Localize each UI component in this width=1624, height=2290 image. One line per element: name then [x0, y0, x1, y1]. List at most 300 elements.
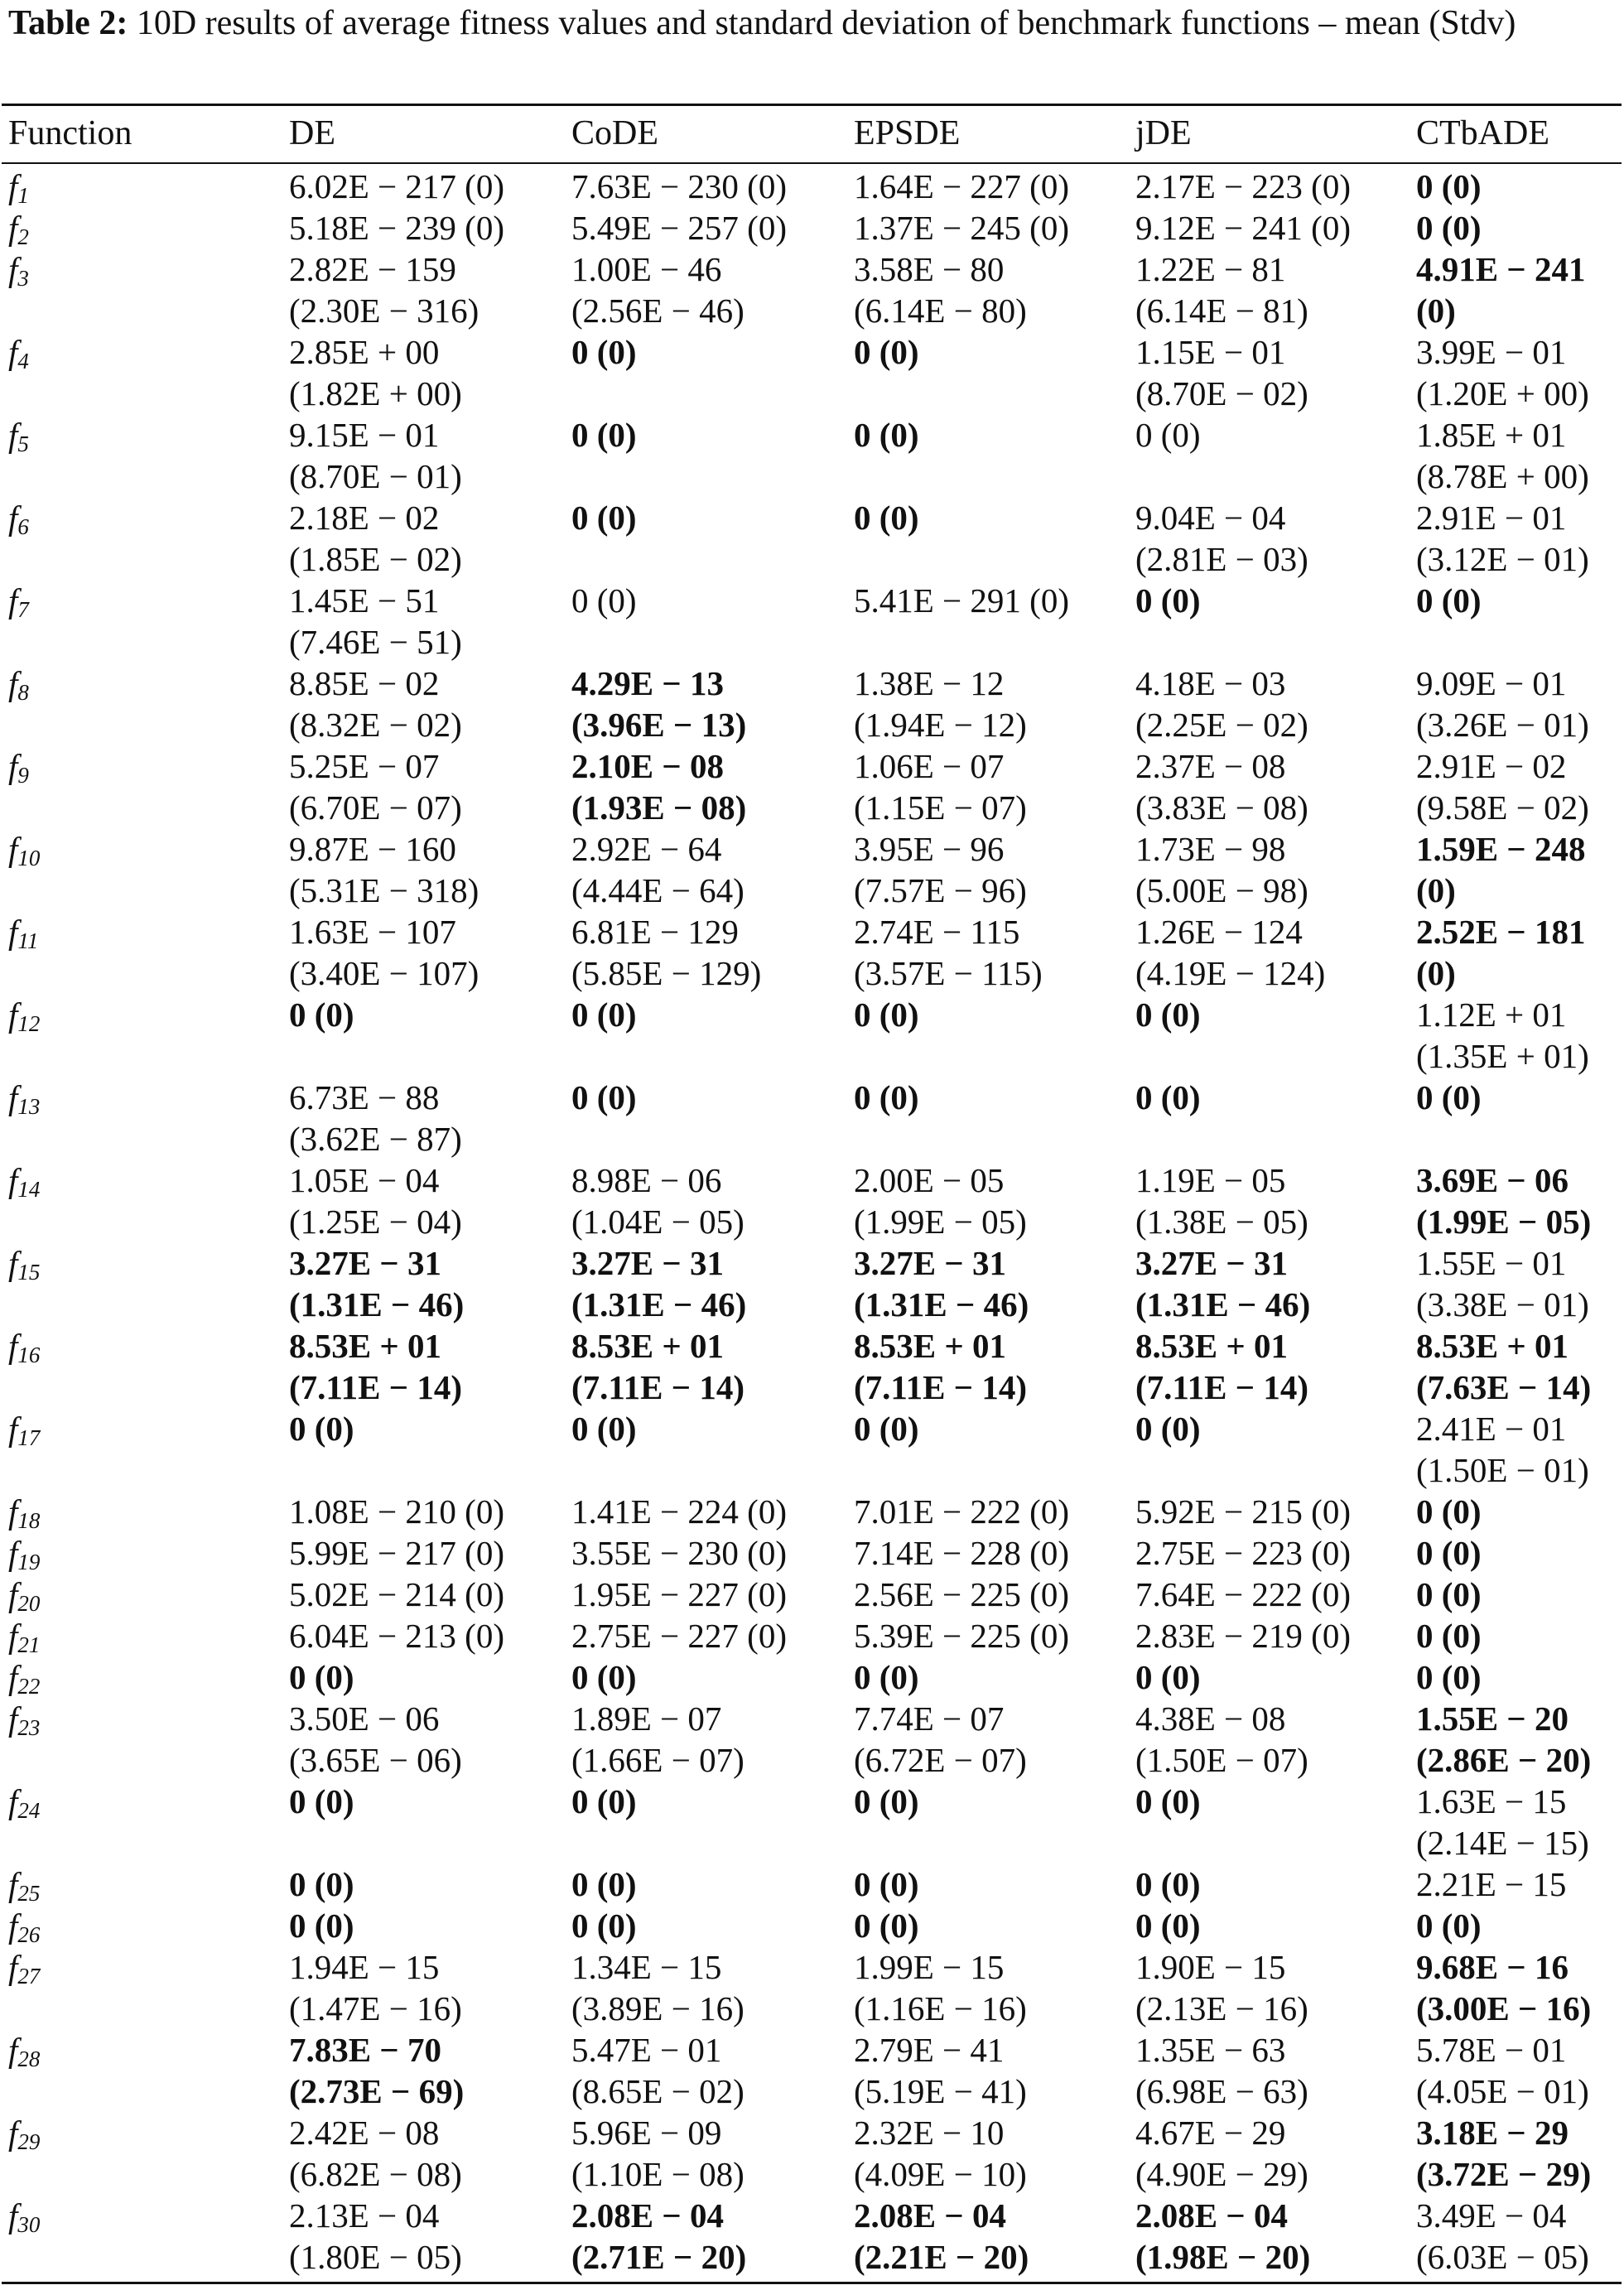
function-index: 6 [17, 514, 29, 539]
cell-de [289, 2112, 462, 2195]
cell-ctbade [1416, 580, 1482, 621]
cell-code [571, 580, 637, 621]
function-name: $f_6$ [8, 499, 29, 539]
cell-epsde [854, 2195, 1029, 2278]
table-row [0, 207, 1624, 248]
mean-value: 0 (0) [571, 499, 637, 537]
stdv-value: (3.62E − 87) [289, 1120, 462, 1158]
cell-code [571, 1574, 787, 1615]
mean-value: 5.39E − 225 (0) [854, 1617, 1069, 1655]
cell-jde [1135, 1863, 1201, 1905]
table-row [0, 745, 1624, 828]
cell-de [289, 1532, 504, 1574]
mean-value: 0 (0) [1135, 1782, 1201, 1820]
table-row [0, 166, 1624, 207]
cell-code [571, 414, 637, 456]
mean-value: 9.12E − 241 (0) [1135, 209, 1351, 247]
function-index: 19 [17, 1550, 41, 1574]
mean-value: 5.25E − 07 [289, 747, 440, 785]
cell-de [289, 663, 462, 745]
mean-value: 9.04E − 04 [1135, 499, 1286, 537]
function-name: $f_{25}$ [8, 1865, 41, 1906]
function-name: $f_1$ [8, 167, 29, 208]
table-caption [8, 2, 1615, 45]
mean-value: 1.08E − 210 (0) [289, 1492, 504, 1531]
mean-value: 0 (0) [854, 499, 919, 537]
stdv-value: (1.31E − 46) [289, 1285, 465, 1323]
cell-jde [1135, 1325, 1308, 1408]
cell-ctbade [1416, 2029, 1589, 2112]
cell-jde [1135, 911, 1325, 994]
cell-code [571, 248, 745, 331]
stdv-value: (0) [1416, 954, 1456, 992]
mean-value: 0 (0) [1135, 416, 1201, 454]
mean-value: 0 (0) [571, 416, 637, 454]
cell-jde [1135, 2112, 1308, 2195]
cell-jde [1135, 207, 1351, 248]
table-row [0, 1781, 1624, 1863]
cell-ctbade [1416, 248, 1585, 331]
function-name: $f_9$ [8, 747, 29, 788]
cell-de [289, 1698, 462, 1781]
mean-value: 2.13E − 04 [289, 2196, 440, 2235]
function-name: $f_{19}$ [8, 1534, 41, 1574]
cell-epsde [854, 1408, 919, 1449]
mean-value: 1.90E − 15 [1135, 1948, 1286, 1986]
stdv-value: (7.46E − 51) [289, 623, 462, 661]
function-name: $f_{23}$ [8, 1699, 41, 1740]
function-index: 27 [17, 1964, 41, 1989]
mean-value: 1.95E − 227 (0) [571, 1575, 787, 1613]
stdv-value: (0) [1416, 871, 1456, 909]
mean-value: 3.55E − 230 (0) [571, 1534, 787, 1572]
mean-value: 0 (0) [1416, 1575, 1482, 1613]
mean-value: 0 (0) [289, 1865, 354, 1903]
function-index: 2 [17, 224, 29, 249]
function-name: $f_2$ [8, 209, 29, 249]
cell-code [571, 1532, 787, 1574]
stdv-value: (3.96E − 13) [571, 706, 747, 744]
cell-code [571, 1905, 637, 1946]
stdv-value: (0) [1416, 292, 1456, 330]
mean-value: 2.92E − 64 [571, 830, 722, 868]
mean-value: 6.04E − 213 (0) [289, 1617, 504, 1655]
stdv-value: (8.65E − 02) [571, 2072, 745, 2110]
stdv-value: (1.50E − 07) [1135, 1741, 1308, 1779]
mean-value: 0 (0) [1416, 1658, 1482, 1696]
stdv-value: (3.26E − 01) [1416, 706, 1589, 744]
mean-value: 0 (0) [1416, 1907, 1482, 1945]
cell-de [289, 911, 479, 994]
mean-value: 2.83E − 219 (0) [1135, 1617, 1351, 1655]
cell-ctbade [1416, 1656, 1482, 1698]
mean-value: 1.19E − 05 [1135, 1161, 1286, 1199]
stdv-value: (1.16E − 16) [854, 1989, 1027, 2027]
function-index: 7 [17, 597, 29, 622]
cell-ctbade [1416, 1077, 1482, 1118]
table-row [0, 1077, 1624, 1159]
stdv-value: (1.99E − 05) [854, 1203, 1027, 1241]
function-index: 15 [17, 1260, 41, 1285]
cell-ctbade [1416, 1905, 1482, 1946]
stdv-value: (1.31E − 46) [571, 1285, 747, 1323]
mean-value: 0 (0) [1416, 209, 1482, 247]
mean-value: 0 (0) [571, 581, 637, 620]
cell-jde [1135, 1242, 1310, 1325]
function-name: $f_8$ [8, 664, 29, 705]
mean-value: 0 (0) [289, 1410, 354, 1448]
function-name: $f_{11}$ [8, 913, 39, 953]
stdv-value: (4.90E − 29) [1135, 2155, 1308, 2193]
mean-value: 0 (0) [289, 1658, 354, 1696]
cell-jde [1135, 497, 1308, 580]
cell-ctbade [1416, 414, 1589, 497]
stdv-value: (3.57E − 115) [854, 954, 1043, 992]
mean-value: 0 (0) [571, 996, 637, 1034]
cell-jde [1135, 1532, 1351, 1574]
mean-value: 5.41E − 291 (0) [854, 581, 1069, 620]
function-index: 28 [17, 2047, 41, 2071]
stdv-value: (7.57E − 96) [854, 871, 1027, 909]
mean-value: 7.01E − 222 (0) [854, 1492, 1069, 1531]
cell-jde [1135, 1408, 1201, 1449]
cell-ctbade [1416, 663, 1589, 745]
mean-value: 3.50E − 06 [289, 1699, 440, 1738]
function-name: $f_{17}$ [8, 1410, 41, 1450]
cell-ctbade [1416, 745, 1589, 828]
mean-value: 1.63E − 107 [289, 913, 456, 951]
function-name: $f_3$ [8, 250, 29, 291]
mean-value: 2.79E − 41 [854, 2031, 1005, 2069]
cell-de [289, 166, 504, 207]
stdv-value: (1.47E − 16) [289, 1989, 462, 2027]
mean-value: 0 (0) [854, 1410, 919, 1448]
function-index: 21 [17, 1632, 41, 1657]
cell-epsde [854, 414, 919, 456]
stdv-value: (7.11E − 14) [289, 1368, 463, 1406]
cell-code [571, 663, 746, 745]
mean-value: 4.29E − 13 [571, 664, 724, 702]
mean-value: 2.91E − 02 [1416, 747, 1567, 785]
stdv-value: (7.11E − 14) [571, 1368, 745, 1406]
function-index: 1 [17, 183, 29, 208]
mean-value: 0 (0) [1416, 1492, 1482, 1531]
cell-de [289, 1615, 504, 1656]
stdv-value: (8.70E − 01) [289, 457, 462, 495]
cell-epsde [854, 497, 919, 538]
mean-value: 0 (0) [1135, 1078, 1201, 1116]
stdv-value: (9.58E − 02) [1416, 788, 1589, 827]
cell-epsde [854, 2112, 1027, 2195]
mean-value: 1.22E − 81 [1135, 250, 1286, 288]
mean-value: 2.52E − 181 [1416, 913, 1586, 951]
mean-value: 2.17E − 223 (0) [1135, 167, 1351, 205]
mean-value: 0 (0) [854, 1907, 919, 1945]
mean-value: 3.27E − 31 [854, 1244, 1006, 1282]
table-row [0, 2195, 1624, 2278]
function-index: 4 [17, 349, 29, 374]
table-row [0, 497, 1624, 580]
cell-de [289, 745, 462, 828]
function-index: 17 [17, 1425, 41, 1450]
mean-value: 1.41E − 224 (0) [571, 1492, 787, 1531]
mean-value: 4.91E − 241 [1416, 250, 1586, 288]
cell-epsde [854, 994, 919, 1035]
cell-epsde [854, 1781, 919, 1822]
cell-de [289, 248, 479, 331]
table-header-rule [2, 162, 1622, 164]
mean-value: 0 (0) [289, 996, 354, 1034]
mean-value: 5.02E − 214 (0) [289, 1575, 504, 1613]
stdv-value: (3.40E − 107) [289, 954, 479, 992]
cell-de [289, 1905, 354, 1946]
mean-value: 5.78E − 01 [1416, 2031, 1567, 2069]
table-row [0, 1698, 1624, 1781]
cell-epsde [854, 663, 1027, 745]
cell-epsde [854, 1656, 919, 1698]
mean-value: 0 (0) [571, 1865, 637, 1903]
stdv-value: (6.14E − 80) [854, 292, 1027, 330]
caption-label: Table 2: [8, 4, 128, 42]
stdv-value: (2.30E − 316) [289, 292, 479, 330]
function-index: 26 [17, 1922, 41, 1947]
cell-de [289, 1656, 354, 1698]
cell-ctbade [1416, 1325, 1591, 1408]
mean-value: 0 (0) [289, 1907, 354, 1945]
mean-value: 0 (0) [571, 1907, 637, 1945]
mean-value: 1.38E − 12 [854, 664, 1005, 702]
mean-value: 5.92E − 215 (0) [1135, 1492, 1351, 1531]
function-name: $f_7$ [8, 581, 29, 622]
cell-code [571, 1946, 745, 2029]
cell-epsde [854, 745, 1027, 828]
stdv-value: (2.81E − 03) [1135, 540, 1308, 578]
cell-jde [1135, 663, 1308, 745]
stdv-value: (3.38E − 01) [1416, 1285, 1589, 1323]
cell-de [289, 1077, 462, 1159]
cell-jde [1135, 248, 1308, 331]
cell-jde [1135, 745, 1308, 828]
function-index: 13 [17, 1094, 41, 1119]
cell-epsde [854, 828, 1027, 911]
function-index: 12 [17, 1011, 41, 1036]
mean-value: 0 (0) [1416, 167, 1482, 205]
table-row [0, 1242, 1624, 1325]
mean-value: 1.26E − 124 [1135, 913, 1303, 951]
cell-ctbade [1416, 1615, 1482, 1656]
table-row [0, 331, 1624, 414]
mean-value: 0 (0) [1135, 1907, 1201, 1945]
cell-epsde [854, 1491, 1069, 1532]
mean-value: 1.85E + 01 [1416, 416, 1567, 454]
stdv-value: (6.70E − 07) [289, 788, 462, 827]
mean-value: 0 (0) [571, 1658, 637, 1696]
cell-ctbade [1416, 2195, 1589, 2278]
stdv-value: (1.94E − 12) [854, 706, 1027, 744]
mean-value: 3.58E − 80 [854, 250, 1005, 288]
table-row [0, 1532, 1624, 1574]
header-code: CoDE [571, 114, 658, 152]
stdv-value: (2.86E − 20) [1416, 1741, 1592, 1779]
function-index: 11 [17, 928, 39, 953]
cell-code [571, 166, 787, 207]
mean-value: 0 (0) [1135, 1410, 1201, 1448]
mean-value: 1.45E − 51 [289, 581, 440, 620]
mean-value: 1.34E − 15 [571, 1948, 722, 1986]
function-name: $f_{10}$ [8, 830, 41, 870]
cell-epsde [854, 911, 1043, 994]
mean-value: 3.18E − 29 [1416, 2114, 1569, 2152]
mean-value: 2.74E − 115 [854, 913, 1020, 951]
stdv-value: (1.82E + 00) [289, 374, 462, 412]
mean-value: 5.49E − 257 (0) [571, 209, 787, 247]
cell-code [571, 994, 637, 1035]
mean-value: 7.64E − 222 (0) [1135, 1575, 1351, 1613]
table-body [0, 166, 1624, 2278]
cell-epsde [854, 580, 1069, 621]
table-row [0, 1863, 1624, 1905]
mean-value: 8.85E − 02 [289, 664, 440, 702]
mean-value: 6.02E − 217 (0) [289, 167, 504, 205]
mean-value: 1.94E − 15 [289, 1948, 440, 1986]
mean-value: 0 (0) [1135, 1865, 1201, 1903]
cell-ctbade [1416, 1946, 1591, 2029]
mean-value: 3.99E − 01 [1416, 333, 1567, 371]
stdv-value: (1.10E − 08) [571, 2155, 745, 2193]
cell-code [571, 1242, 746, 1325]
stdv-value: (5.00E − 98) [1135, 871, 1308, 909]
cell-epsde [854, 1325, 1027, 1408]
cell-jde [1135, 1077, 1201, 1118]
cell-jde [1135, 828, 1308, 911]
mean-value: 1.35E − 63 [1135, 2031, 1286, 2069]
stdv-value: (3.89E − 16) [571, 1989, 745, 2027]
stdv-value: (1.66E − 07) [571, 1741, 745, 1779]
mean-value: 3.27E − 31 [571, 1244, 724, 1282]
cell-epsde [854, 1574, 1069, 1615]
mean-value: 1.59E − 248 [1416, 830, 1586, 868]
stdv-value: (7.63E − 14) [1416, 1368, 1592, 1406]
cell-jde [1135, 1574, 1351, 1615]
function-name: $f_{15}$ [8, 1244, 41, 1285]
cell-ctbade [1416, 1863, 1566, 1905]
cell-jde [1135, 1905, 1201, 1946]
cell-code [571, 497, 637, 538]
stdv-value: (7.11E − 14) [854, 1368, 1028, 1406]
cell-code [571, 911, 761, 994]
cell-de [289, 1491, 504, 1532]
function-name: $f_{20}$ [8, 1575, 41, 1616]
cell-jde [1135, 2195, 1310, 2278]
header-epsde: EPSDE [854, 114, 961, 152]
cell-de [289, 414, 462, 497]
mean-value: 0 (0) [1416, 581, 1482, 620]
stdv-value: (1.04E − 05) [571, 1203, 745, 1241]
cell-ctbade [1416, 497, 1589, 580]
table-row [0, 1325, 1624, 1408]
mean-value: 9.15E − 01 [289, 416, 440, 454]
mean-value: 2.08E − 04 [854, 2196, 1006, 2235]
stdv-value: (8.32E − 02) [289, 706, 462, 744]
mean-value: 2.10E − 08 [571, 747, 724, 785]
function-index: 30 [17, 2212, 41, 2237]
mean-value: 6.73E − 88 [289, 1078, 440, 1116]
cell-ctbade [1416, 994, 1589, 1077]
cell-ctbade [1416, 207, 1482, 248]
table-row [0, 1656, 1624, 1698]
mean-value: 2.37E − 08 [1135, 747, 1286, 785]
header-jde: jDE [1135, 114, 1192, 152]
stdv-value: (4.05E − 01) [1416, 2072, 1589, 2110]
mean-value: 2.75E − 227 (0) [571, 1617, 787, 1655]
mean-value: 2.08E − 04 [1135, 2196, 1288, 2235]
cell-ctbade [1416, 1781, 1589, 1863]
table-row [0, 2112, 1624, 2195]
cell-code [571, 331, 637, 373]
cell-de [289, 1159, 462, 1242]
cell-ctbade [1416, 1491, 1482, 1532]
mean-value: 8.53E + 01 [854, 1327, 1006, 1365]
function-index: 25 [17, 1881, 41, 1906]
mean-value: 9.68E − 16 [1416, 1948, 1569, 1986]
mean-value: 2.82E − 159 [289, 250, 456, 288]
mean-value: 6.81E − 129 [571, 913, 739, 951]
mean-value: 1.55E − 20 [1416, 1699, 1569, 1738]
mean-value: 1.99E − 15 [854, 1948, 1005, 1986]
cell-de [289, 580, 462, 663]
function-name: $f_{29}$ [8, 2114, 41, 2154]
mean-value: 1.06E − 07 [854, 747, 1005, 785]
cell-de [289, 828, 479, 911]
stdv-value: (2.73E − 69) [289, 2072, 465, 2110]
mean-value: 3.27E − 31 [289, 1244, 441, 1282]
mean-value: 1.12E + 01 [1416, 996, 1567, 1034]
cell-ctbade [1416, 331, 1589, 414]
cell-epsde [854, 1615, 1069, 1656]
mean-value: 2.32E − 10 [854, 2114, 1005, 2152]
stdv-value: (1.31E − 46) [1135, 1285, 1311, 1323]
mean-value: 1.73E − 98 [1135, 830, 1286, 868]
mean-value: 0 (0) [1416, 1617, 1482, 1655]
stdv-value: (6.82E − 08) [289, 2155, 462, 2193]
mean-value: 0 (0) [854, 1078, 919, 1116]
function-index: 20 [17, 1591, 41, 1616]
function-index: 18 [17, 1508, 41, 1533]
stdv-value: (1.31E − 46) [854, 1285, 1029, 1323]
function-index: 29 [17, 2129, 41, 2154]
cell-jde [1135, 166, 1351, 207]
cell-de [289, 331, 462, 414]
stdv-value: (1.15E − 07) [854, 788, 1027, 827]
cell-code [571, 1325, 745, 1408]
mean-value: 0 (0) [854, 1782, 919, 1820]
stdv-value: (2.71E − 20) [571, 2238, 747, 2276]
mean-value: 9.87E − 160 [289, 830, 456, 868]
cell-epsde [854, 1242, 1029, 1325]
cell-jde [1135, 1698, 1308, 1781]
mean-value: 7.83E − 70 [289, 2031, 441, 2069]
mean-value: 7.63E − 230 (0) [571, 167, 787, 205]
mean-value: 0 (0) [854, 996, 919, 1034]
cell-jde [1135, 1656, 1201, 1698]
cell-ctbade [1416, 828, 1585, 911]
stdv-value: (1.80E − 05) [289, 2238, 462, 2276]
mean-value: 2.42E − 08 [289, 2114, 440, 2152]
cell-jde [1135, 1781, 1201, 1822]
mean-value: 4.18E − 03 [1135, 664, 1286, 702]
stdv-value: (1.38E − 05) [1135, 1203, 1308, 1241]
cell-code [571, 1408, 637, 1449]
